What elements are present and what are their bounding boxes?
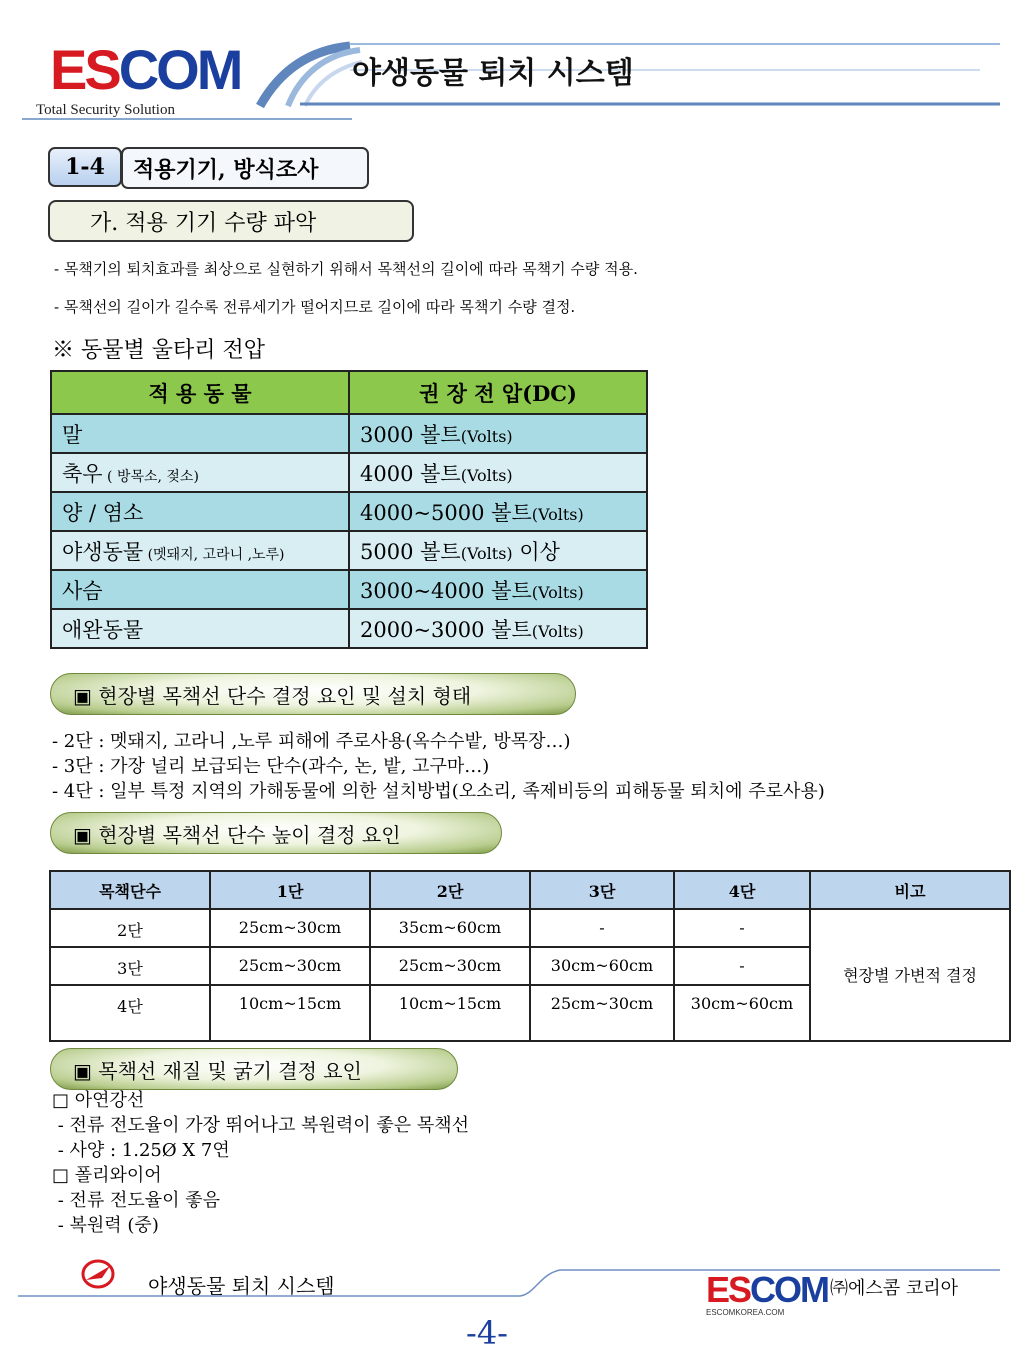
material-line: - 전류 전도율이 가장 뛰어나고 복원력이 좋은 목책선: [52, 1115, 470, 1136]
height-header-cell: 2단: [370, 871, 530, 909]
header-voltage: 권 장 전 압(DC): [349, 371, 647, 414]
height-header-cell: 3단: [530, 871, 674, 909]
material-decision-pill: ▣ 목책선 재질 및 굵기 결정 요인: [50, 1048, 458, 1090]
tier-line: - 4단 : 일부 특정 지역의 가해동물에 의한 설치방법(오소리, 족제비등의 피해동물 퇴치에 주로사용): [52, 781, 825, 802]
footer-title: 야생동물 퇴치 시스템: [148, 1274, 335, 1298]
intro-line-2: - 목책선의 길이가 길수록 전류세기가 떨어지므로 길이에 따라 목책기 수량 결정.: [54, 298, 576, 316]
height-header-cell: 목책단수: [50, 871, 210, 909]
voltage-row: [51, 492, 647, 531]
footer-logo: ESCOM: [706, 1269, 829, 1310]
height-cell: 10cm~15cm: [210, 985, 370, 1041]
height-header-cell: 4단: [674, 871, 810, 909]
header-animal: 적 용 동 물: [51, 371, 349, 414]
animal-cell: 애완동물: [51, 609, 349, 648]
material-line: □ 폴리와이어: [52, 1165, 162, 1186]
voltage-cell: 4000~5000 볼트(Volts): [349, 492, 647, 531]
voltage-cell: 5000 볼트(Volts) 이상: [349, 531, 647, 570]
material-line: - 전류 전도율이 좋음: [52, 1190, 221, 1211]
voltage-row: [51, 609, 647, 648]
voltage-header-row: [51, 371, 647, 414]
table-row: [50, 909, 1010, 947]
material-line: - 복원력 (중): [52, 1215, 159, 1236]
material-line: - 사양 : 1.25Ø X 7연: [52, 1140, 230, 1161]
material-line: □ 아연강선: [52, 1090, 145, 1111]
height-header-cell: 1단: [210, 871, 370, 909]
voltage-cell: 3000~4000 볼트(Volts): [349, 570, 647, 609]
section-title: 적용기기, 방식조사: [121, 147, 369, 189]
voltage-heading: ※ 동물별 울타리 전압: [52, 338, 265, 363]
voltage-row: [51, 531, 647, 570]
footer-company: ㈜에스콤 코리아: [830, 1278, 959, 1299]
height-cell: 4단: [50, 985, 210, 1041]
height-cell: 3단: [50, 947, 210, 985]
height-cell: 30cm~60cm: [530, 947, 674, 985]
height-cell: 10cm~15cm: [370, 985, 530, 1041]
height-cell: 25cm~30cm: [210, 947, 370, 985]
height-cell: 30cm~60cm: [674, 985, 810, 1041]
height-cell: 2단: [50, 909, 210, 947]
height-cell: 25cm~30cm: [210, 909, 370, 947]
voltage-cell: 2000~3000 볼트(Volts): [349, 609, 647, 648]
height-header-cell: 비고: [810, 871, 1010, 909]
animal-cell: 말: [51, 414, 349, 453]
height-table: [49, 870, 1011, 1042]
tier-line: - 3단 : 가장 널리 보급되는 단수(과수, 논, 밭, 고구마…): [52, 756, 490, 777]
section-number: 1-4: [48, 147, 122, 187]
height-cell: -: [674, 947, 810, 985]
height-decision-pill: ▣ 현장별 목책선 단수 높이 결정 요인: [50, 812, 502, 854]
header-rule: [22, 118, 352, 120]
voltage-row: [51, 414, 647, 453]
voltage-cell: 4000 볼트(Volts): [349, 453, 647, 492]
animal-cell: 사슴: [51, 570, 349, 609]
height-cell: 25cm~30cm: [370, 947, 530, 985]
height-cell: 25cm~30cm: [530, 985, 674, 1041]
intro-line-1: - 목책기의 퇴치효과를 최상으로 실현하기 위해서 목책선의 길이에 따라 목책기 수량 적용.: [54, 260, 638, 278]
voltage-row: [51, 453, 647, 492]
tier-line: - 2단 : 멧돼지, 고라니 ,노루 피해에 주로사용(옥수수밭, 방목장…): [52, 731, 571, 752]
height-cell: 35cm~60cm: [370, 909, 530, 947]
tier-decision-pill: ▣ 현장별 목책선 단수 결정 요인 및 설치 형태: [50, 673, 576, 715]
height-header-row: [50, 871, 1010, 909]
escom-logo: ESCOM: [50, 38, 241, 101]
remark-cell: 현장별 가변적 결정: [810, 909, 1010, 1041]
animal-cell: 양 / 염소: [51, 492, 349, 531]
animal-cell: 야생동물 (멧돼지, 고라니 ,노루): [51, 531, 349, 570]
height-cell: -: [674, 909, 810, 947]
tagline: Total Security Solution: [36, 102, 175, 118]
voltage-cell: 3000 볼트(Volts): [349, 414, 647, 453]
subsection-title: 가. 적용 기기 수량 파악: [48, 200, 414, 242]
page-number: -4-: [466, 1314, 508, 1352]
height-cell: -: [530, 909, 674, 947]
page-title: 야생동물 퇴치 시스템: [352, 56, 634, 91]
animal-cell: 축우 ( 방목소, 젖소): [51, 453, 349, 492]
footer-url: ESCOMKOREA.COM: [706, 1308, 785, 1317]
voltage-row: [51, 570, 647, 609]
voltage-table: [50, 370, 648, 649]
